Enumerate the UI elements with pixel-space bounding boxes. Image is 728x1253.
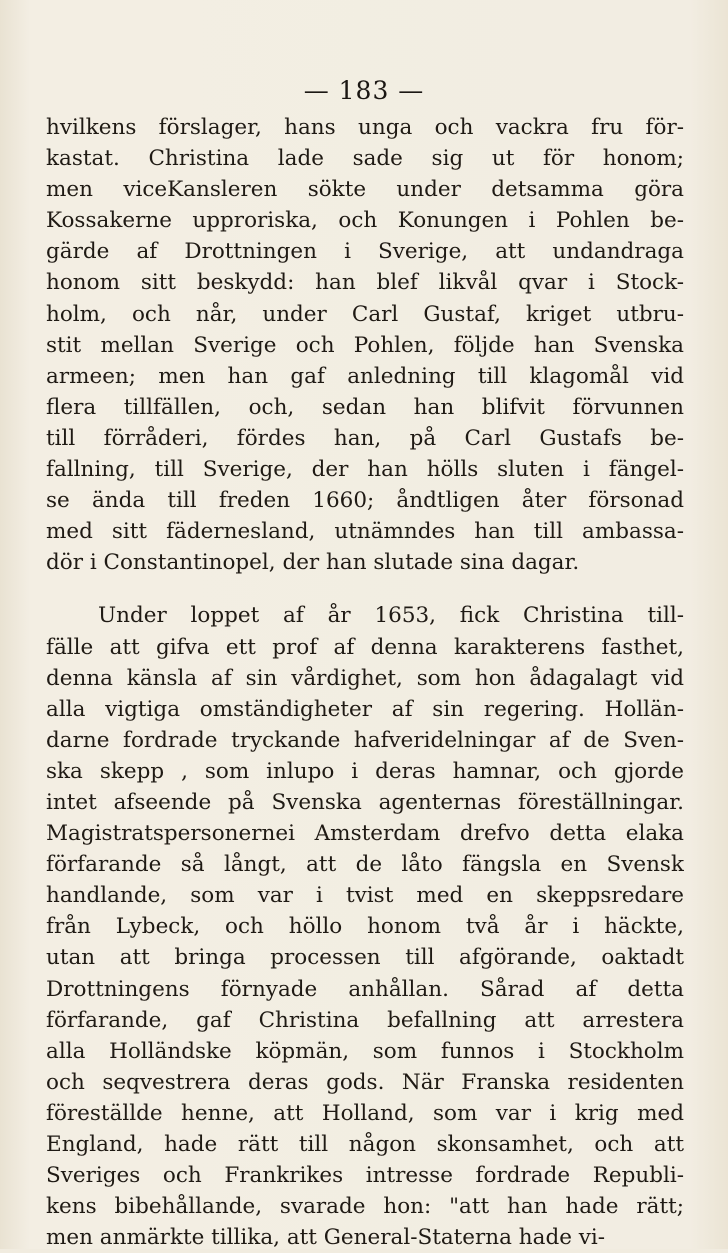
text-line: Magistratspersonernei Amsterdam drefvo detta elaka [46, 821, 684, 847]
text-line: darne fordrade tryckande hafveridelningar af de Sven- [46, 727, 684, 753]
text-line: ska skepp , som inlupo i deras hamnar, och gjorde [46, 758, 684, 784]
text-line: Kossakerne upproriska, och Konungen i Pohlen be- [46, 208, 684, 234]
text-line: armeen; men han gaf anledning till klagomål vid [46, 363, 684, 389]
text-line: alla vigtiga omständigheter af sin regering. Hollän- [46, 696, 684, 722]
text-line: med sitt fädernesland, utnämndes han till ambassa- [46, 519, 684, 545]
text-line: intet afseende på Svenska agenternas föreställningar. [46, 789, 684, 815]
text-line: se ända till freden 1660; åndtligen åter försonad [46, 488, 684, 514]
text-line: till förråderi, fördes han, på Carl Gustafs be- [46, 425, 684, 451]
text-line: Sveriges och Frankrikes intresse fordrade Republi- [46, 1163, 684, 1189]
body-text [46, 112, 684, 1253]
text-line: men viceKansleren sökte under detsamma göra [46, 177, 684, 203]
paragraph-2 [46, 600, 684, 1253]
text-line: Under loppet af år 1653, fick Christina till- [98, 603, 684, 629]
text-line: förfarande, gaf Christina befallning att arrestera [46, 1007, 684, 1033]
text-line: honom sitt beskydd: han blef likvål qvar i Stock- [46, 270, 684, 296]
text-line: fälle att gifva ett prof af denna karakterens fasthet, [46, 634, 684, 660]
text-line: utan att bringa processen till afgörande, oaktadt [46, 945, 684, 971]
text-line: flera tillfällen, och, sedan han blifvit förvunnen [46, 394, 684, 420]
text-line: denna känsla af sin vårdighet, som hon ådagalagt vid [46, 665, 684, 691]
text-line: alla Holländske köpmän, som funnos i Stockholm [46, 1038, 684, 1064]
page-number: — 183 — [303, 76, 425, 105]
text-line: dör i Constantinopel, der han slutade sina dagar. [46, 550, 580, 576]
text-line: stit mellan Sverige och Pohlen, följde han Svenska [46, 332, 684, 358]
text-line: England, hade rätt till någon skonsamhet, och att [46, 1132, 684, 1157]
text-line: hvilkens förslager, hans unga och vackra fru för- [46, 115, 684, 140]
text-line: men anmärkte tillika, att General-Staterna hade vi- [46, 1225, 606, 1251]
text-line: holm, och når, under Carl Gustaf, kriget utbru- [46, 301, 684, 327]
paragraph-gap [46, 578, 684, 600]
paragraph-1 [46, 112, 684, 578]
text-line: Drottningens förnyade anhållan. Sårad af detta [46, 976, 684, 1002]
text-line: föreställde henne, att Holland, som var i krig med [46, 1100, 684, 1126]
text-line: från Lybeck, och höllo honom två år i häckte, [46, 914, 684, 940]
text-line: handlande, som var i tvist med en skeppsredare [46, 883, 684, 909]
text-line: kastat. Christina lade sade sig ut för honom; [46, 146, 684, 172]
text-line: gärde af Drottningen i Sverige, att undandraga [46, 239, 684, 265]
text-line: kens bibehållande, svarade hon: "att han hade rätt; [46, 1194, 684, 1220]
text-line: förfarande så långt, att de låto fängsla en Svensk [46, 852, 684, 878]
text-line: fallning, till Sverige, der han hölls sluten i fängel- [46, 457, 684, 483]
text-line: och seqvestrera deras gods. När Franska residenten [46, 1069, 684, 1095]
